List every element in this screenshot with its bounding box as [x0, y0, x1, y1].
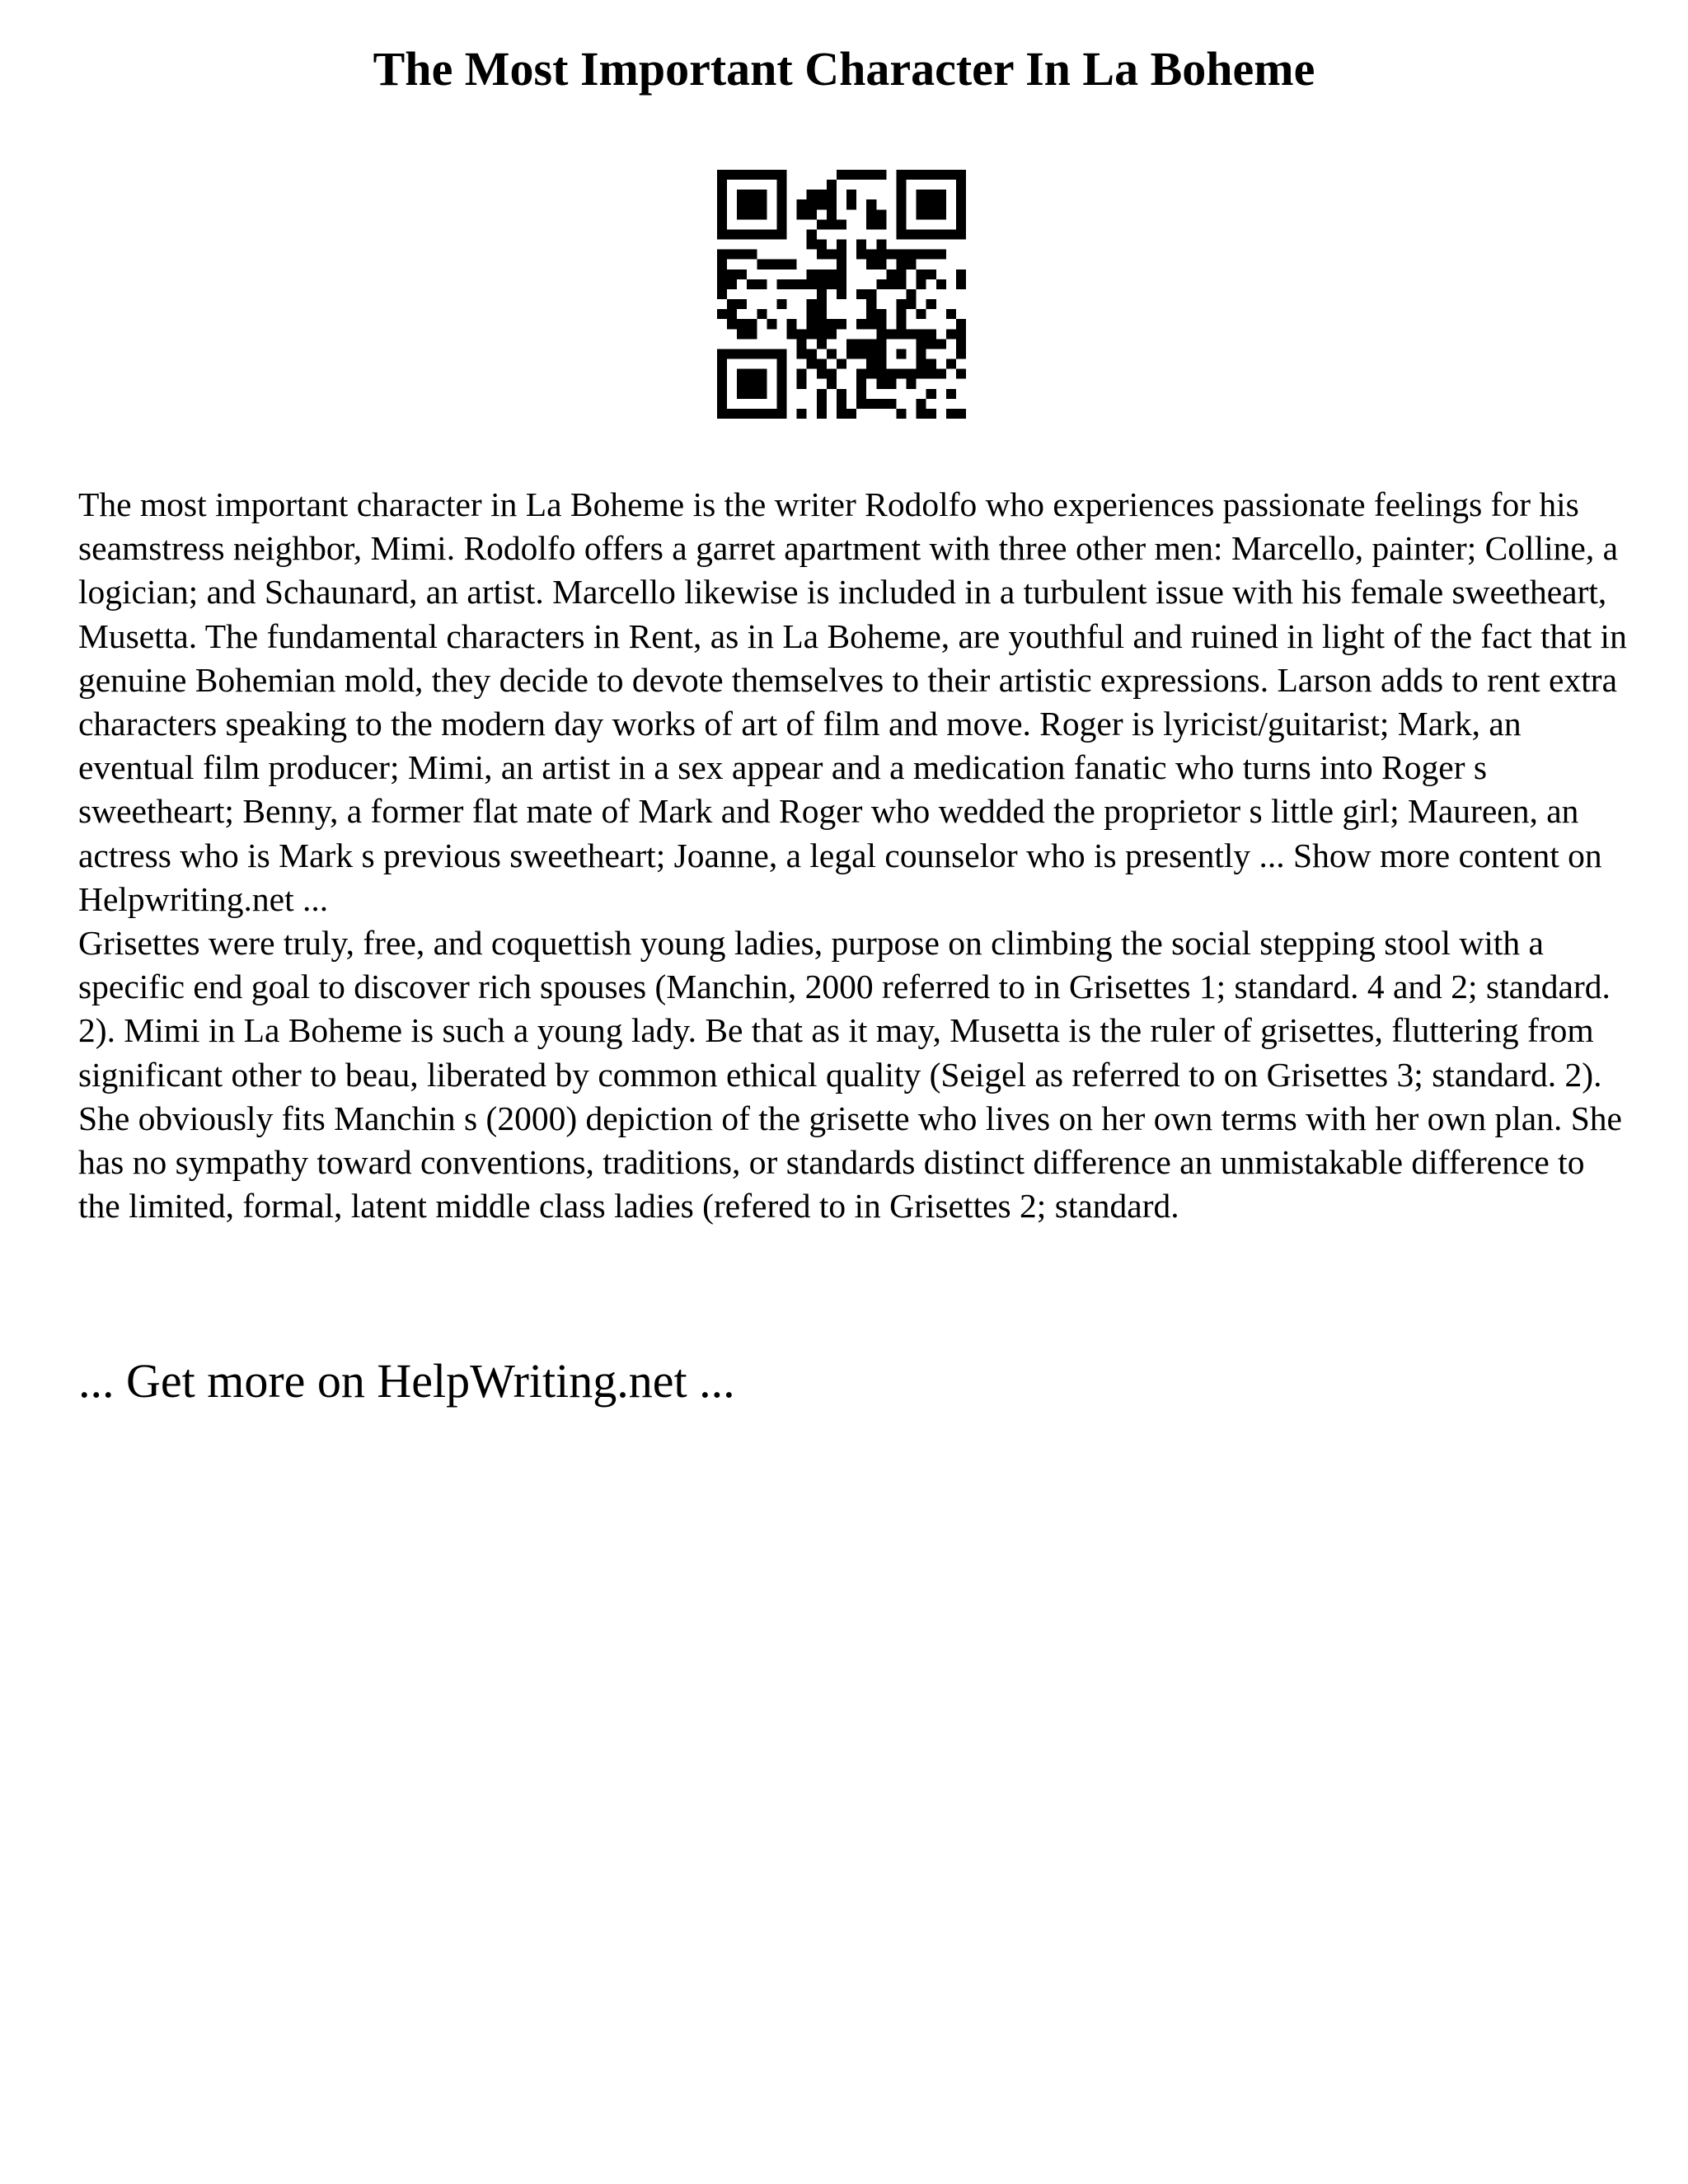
article-body	[78, 483, 1628, 1228]
get-more-link[interactable]: ... Get more on HelpWriting.net ...	[78, 1354, 735, 1408]
paragraph: Grisettes were truly, free, and coquettish young ladies, purpose on climbing the social stepping stool with a specific end goal to discover rich spouses (Manchin, 2000 referred to in Grisettes 1; standard. 4 and 2; standard. 2). Mimi in La Boheme is such a young lady. Be that as it may, Musetta is the ruler of grisettes, fluttering from significant other to beau, liberated by common ethical quality (Seigel as referred to on Grisettes 3; standard. 2). She obviously fits Manchin s (2000) depiction of the grisette who lives on her own terms with her own plan. She has no sympathy toward conventions, traditions, or standards distinct difference an unmistakable difference to the limited, formal, latent middle class ladies (refered to in Grisettes 2; standard.	[78, 924, 1622, 1226]
paragraph: The most important character in La Boheme is the writer Rodolfo who experiences passionate feelings for his seamstress neighbor, Mimi. Rodolfo offers a garret apartment with three other men: Marcello, painter; Colline, a logician; and Schaunard, an artist. Marcello likewise is included in a turbulent issue with his female sweetheart, Musetta. The fundamental characters in Rent, as in La Boheme, are youthful and ruined in light of the fact that in genuine Bohemian mold, they decide to devote themselves to their artistic expressions. Larson adds to rent extra characters speaking to the modern day works of art of film and move. Roger is lyricist/guitarist; Mark, an eventual film producer; Mimi, an artist in a sex appear and a medication fanatic who turns into Roger s sweetheart; Benny, a former flat mate of Mark and Roger who wedded the proprietor s little girl; Maureen, an actress who is Mark s previous sweetheart; Joanne, a legal counselor who is presently ... Show more content on Helpwriting.net ...	[78, 485, 1627, 918]
qr-code-icon	[717, 170, 966, 419]
page-title: The Most Important Character In La Boheme	[373, 42, 1315, 96]
